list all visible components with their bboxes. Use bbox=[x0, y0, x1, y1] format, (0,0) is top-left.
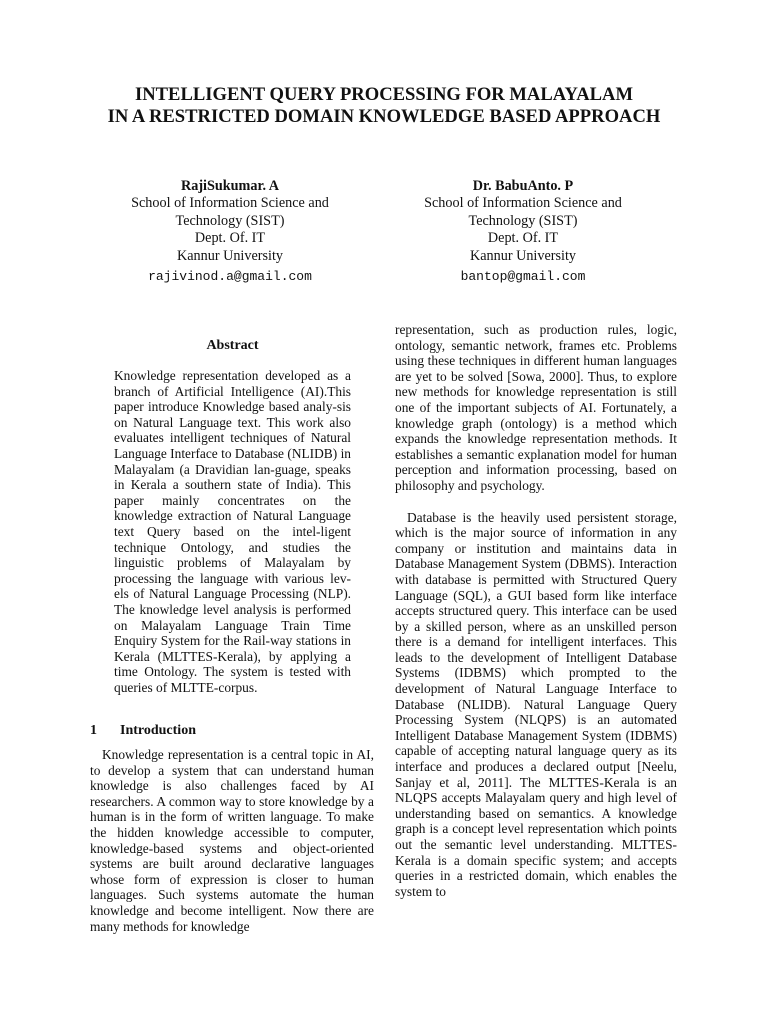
introduction-section bbox=[90, 722, 374, 934]
section-number: 1 bbox=[90, 723, 97, 738]
author-email: rajivinod.a@gmail.com bbox=[148, 269, 312, 285]
abstract-section bbox=[114, 337, 351, 695]
right-column bbox=[395, 322, 677, 899]
body-paragraph: Database is the heavily used persistent storage, which is the major source of information in any company or institution and maintains data in Database Management System (DBMS). Interaction with database is permitted with Structured Query Language (SQL), a GUI based form like interface accepts structured query. This interface can be used by a skilled person, where as an unskilled person there is a demand for intelligent interfaces. This leads to the development of Intelligent Database Systems (IDBMS) which prompted to the development of Natural Language Interface to Database (NLIDB). Natural Language Query Processing System (NLQPS) is an automated Intelligent Database Management System (IDBMS) capable of accepting natural language query as its interface and produces a declared output [Neelu, Sanjay et al, 2011]. The MLTTES-Kerala is an NLQPS accepts Malayalam query and high level of understanding based on semantics. A knowledge graph is a concept level representation which points out the semantic level understanding. MLTTES-Kerala is a domain specific system; and accepts queries in a restricted domain, which enables the system to bbox=[395, 509, 677, 899]
author-email: bantop@gmail.com bbox=[460, 269, 586, 285]
author-affiliation: School of Information Science and bbox=[424, 195, 622, 212]
author-university: Kannur University bbox=[470, 247, 576, 264]
author-name: Dr. BabuAnto. P bbox=[472, 178, 574, 194]
author-affiliation: Technology (SIST) bbox=[468, 212, 578, 229]
author-affiliation: School of Information Science and bbox=[131, 195, 329, 212]
author-university: Kannur University bbox=[177, 247, 283, 264]
section-title: Introduction bbox=[120, 723, 196, 738]
paper-title bbox=[60, 84, 708, 128]
paragraph-spacer bbox=[395, 494, 677, 510]
body-paragraph: representation, such as production rules, logic, ontology, semantic network, frames etc. Problems using these techniques in different human languages are yet to be solved [Sowa, 2000]. Thus, to explore new methods for knowledge representation is still one of the important subjects of AI. Fortunately, a knowledge graph (ontology) is a method which expands the knowledge representation methods. It establishes a semantic explanation model for human perception and information processing, based on philosophy and psychology. bbox=[395, 322, 677, 493]
abstract-heading: Abstract bbox=[206, 338, 259, 353]
author-name: RajiSukumar. A bbox=[180, 178, 280, 194]
author-block-2 bbox=[373, 178, 673, 285]
introduction-text: Knowledge representation is a central topic in AI, to develop a system that can understand human knowledge is also challenges faced by AI researchers. A common way to store knowledge by a human is in the form of written language. To make the hidden knowledge accessible to computer, knowledge-based systems and object-oriented systems are built around declarative languages whose form of expression is closer to human languages. Such systems automate the human knowledge and become intelligent. Now there are many methods for knowledge bbox=[90, 747, 374, 934]
author-department: Dept. Of. IT bbox=[194, 230, 266, 247]
title-line-2: IN A RESTRICTED DOMAIN KNOWLEDGE BASED APPROACH bbox=[107, 106, 661, 127]
title-line-1: INTELLIGENT QUERY PROCESSING FOR MALAYALAM bbox=[134, 84, 634, 105]
author-department: Dept. Of. IT bbox=[487, 230, 559, 247]
abstract-text: Knowledge representation developed as a branch of Artificial Intelligence (AI).This paper introduce Knowledge based analy-sis on Natural Language text. This work also evaluates intelligent techniques of Natural Language Interface to Database (NLIDB) in Malayalam (a Dravidian lan-guage, speaks in Kerala a southern state of India). This paper mainly concentrates on the knowledge extraction of Natural Language text Query based on the intel-ligent technique Ontology, and studies the linguistic problems of Malayalam by processing the language with various lev-els of Natural Language Processing (NLP). The knowledge level analysis is performed on Malayalam Language Train Time Enquiry System for the Rail-way stations in Kerala (MLTTES-Kerala), by applying a time Ontology. The system is tested with queries of MLTTE-corpus. bbox=[114, 368, 351, 695]
author-affiliation: Technology (SIST) bbox=[175, 212, 285, 229]
section-heading bbox=[90, 722, 374, 739]
author-block-1 bbox=[80, 178, 380, 285]
